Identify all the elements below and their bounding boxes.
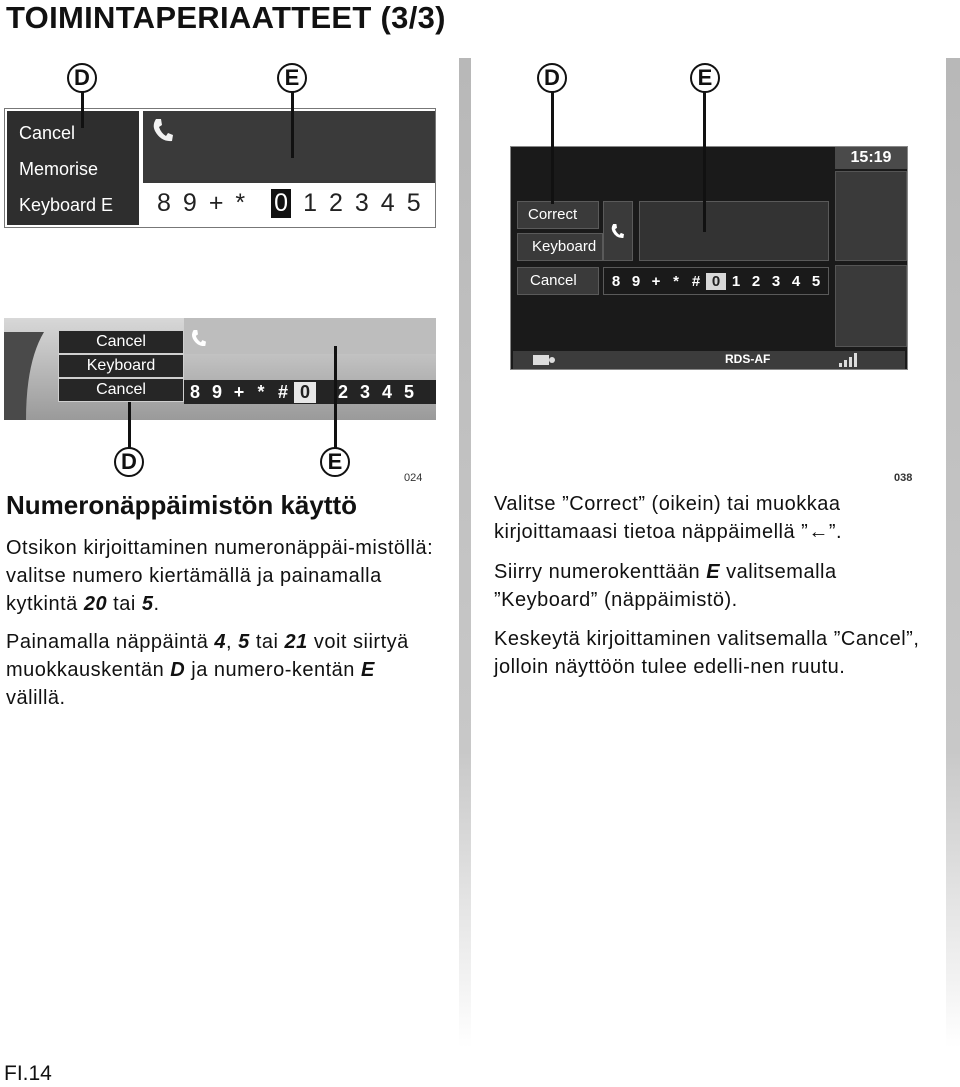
- leader-line-d: [81, 92, 84, 128]
- digit-star[interactable]: *: [235, 189, 246, 217]
- digit-2[interactable]: 2: [751, 272, 761, 290]
- leader-line-e: [703, 92, 706, 232]
- digit-star[interactable]: *: [257, 381, 265, 402]
- menu-item-memorise[interactable]: Memorise: [19, 159, 99, 179]
- figure1-display: [143, 111, 435, 183]
- figure1-menu: [7, 111, 139, 225]
- keyboard-button[interactable]: Keyboard: [517, 233, 603, 261]
- strip-cancel2-button[interactable]: Cancel: [58, 378, 184, 402]
- callout-e: E: [690, 63, 720, 93]
- callout-d: D: [114, 447, 144, 477]
- digit-1[interactable]: 1: [303, 189, 317, 217]
- page-edge-bar: [946, 58, 960, 1048]
- clock: 15:19: [835, 147, 907, 169]
- digit-plus[interactable]: +: [651, 272, 661, 290]
- media-icon: [533, 355, 555, 365]
- leader-line-e: [334, 346, 337, 448]
- side-panel-top: [835, 171, 907, 261]
- phone-icon: [151, 117, 173, 143]
- column-divider: [459, 58, 471, 1048]
- digit-4[interactable]: 4: [381, 381, 392, 402]
- figure3-screen: [510, 146, 908, 370]
- digit-8[interactable]: 8: [611, 272, 621, 290]
- digit-5[interactable]: 5: [811, 272, 821, 290]
- digit-1[interactable]: 1: [731, 272, 741, 290]
- digit-2[interactable]: 2: [337, 381, 348, 402]
- figure-code: 038: [894, 472, 913, 484]
- screen-corner-graphic: [4, 332, 54, 420]
- figure2-frame: [4, 318, 436, 420]
- digit-plus[interactable]: +: [233, 381, 245, 402]
- digit-selected[interactable]: 0: [706, 273, 726, 290]
- figure3-digit-row: [603, 267, 829, 295]
- digit-3[interactable]: 3: [771, 272, 781, 290]
- callout-e: E: [277, 63, 307, 93]
- digit-9[interactable]: 9: [182, 189, 197, 217]
- digit-8[interactable]: 8: [189, 381, 200, 402]
- strip-cancel-button[interactable]: Cancel: [58, 330, 184, 354]
- figure1-frame: [4, 108, 436, 228]
- phone-button[interactable]: [603, 201, 633, 261]
- rds-indicator: RDS-AF: [725, 352, 771, 366]
- digit-5[interactable]: 5: [406, 189, 421, 217]
- digit-3[interactable]: 3: [359, 381, 370, 402]
- side-panel-bottom: [835, 265, 907, 347]
- cancel-button[interactable]: Cancel: [517, 267, 599, 295]
- status-bar: [513, 351, 905, 369]
- page-title: TOIMINTAPERIAATTEET (3/3): [6, 0, 446, 35]
- menu-item-keyboard[interactable]: Keyboard E: [19, 195, 114, 215]
- page-number: FI.14: [4, 1062, 52, 1085]
- digit-5[interactable]: 5: [403, 381, 414, 402]
- right-paragraph-3: Keskeytä kirjoittaminen valitsemalla ”Cancel”, jolloin näyttöön tulee edelli-nen ruutu.: [494, 628, 920, 678]
- left-paragraph-2: Painamalla näppäintä 4, 5 tai 21 voit siirtyä muokkauskentän D ja numero-kentän E välillä.: [6, 631, 409, 709]
- digit-2[interactable]: 2: [328, 189, 343, 217]
- digit-hash[interactable]: #: [691, 272, 701, 290]
- figure-code: 024: [404, 472, 423, 484]
- number-field[interactable]: [639, 201, 829, 261]
- figure2-display: [184, 318, 436, 354]
- leader-line-e: [291, 92, 294, 158]
- callout-d: D: [67, 63, 97, 93]
- leader-line-d: [551, 92, 554, 204]
- digit-star[interactable]: *: [673, 272, 679, 290]
- correct-button[interactable]: Correct: [517, 201, 599, 229]
- digit-selected[interactable]: 0: [294, 382, 316, 403]
- phone-icon: [610, 222, 624, 240]
- menu-item-cancel[interactable]: Cancel: [19, 123, 76, 143]
- section-title: Numeronäppäimistön käyttö: [6, 490, 358, 520]
- callout-e: E: [320, 447, 350, 477]
- figure2-digit-row: [184, 380, 436, 404]
- digit-4[interactable]: 4: [791, 272, 801, 290]
- strip-keyboard-button[interactable]: Keyboard: [58, 354, 184, 378]
- figure1-digit-row: [157, 189, 421, 218]
- digit-8[interactable]: 8: [157, 189, 171, 217]
- digit-4[interactable]: 4: [380, 189, 395, 217]
- digit-hash[interactable]: #: [277, 381, 288, 402]
- callout-d: D: [537, 63, 567, 93]
- digit-3[interactable]: 3: [354, 189, 369, 217]
- right-paragraph-2: Siirry numerokenttään E valitsemalla ”Keyboard” (näppäimistö).: [494, 561, 837, 611]
- digit-9[interactable]: 9: [631, 272, 641, 290]
- signal-icon: [839, 353, 857, 367]
- digit-9[interactable]: 9: [211, 381, 222, 402]
- left-paragraph-1: Otsikon kirjoittaminen numeronäppäi-mistöllä: valitse numero kiertämällä ja painamalla kytkintä 20 tai 5.: [6, 537, 434, 615]
- digit-plus[interactable]: +: [208, 189, 224, 217]
- leader-line-d: [128, 402, 131, 448]
- right-paragraph-1: Valitse ”Correct” (oikein) tai muokkaa kirjoittamaasi tietoa näppäimellä ”←”.: [494, 493, 843, 543]
- phone-icon: [190, 328, 206, 348]
- digit-selected[interactable]: 0: [271, 189, 291, 218]
